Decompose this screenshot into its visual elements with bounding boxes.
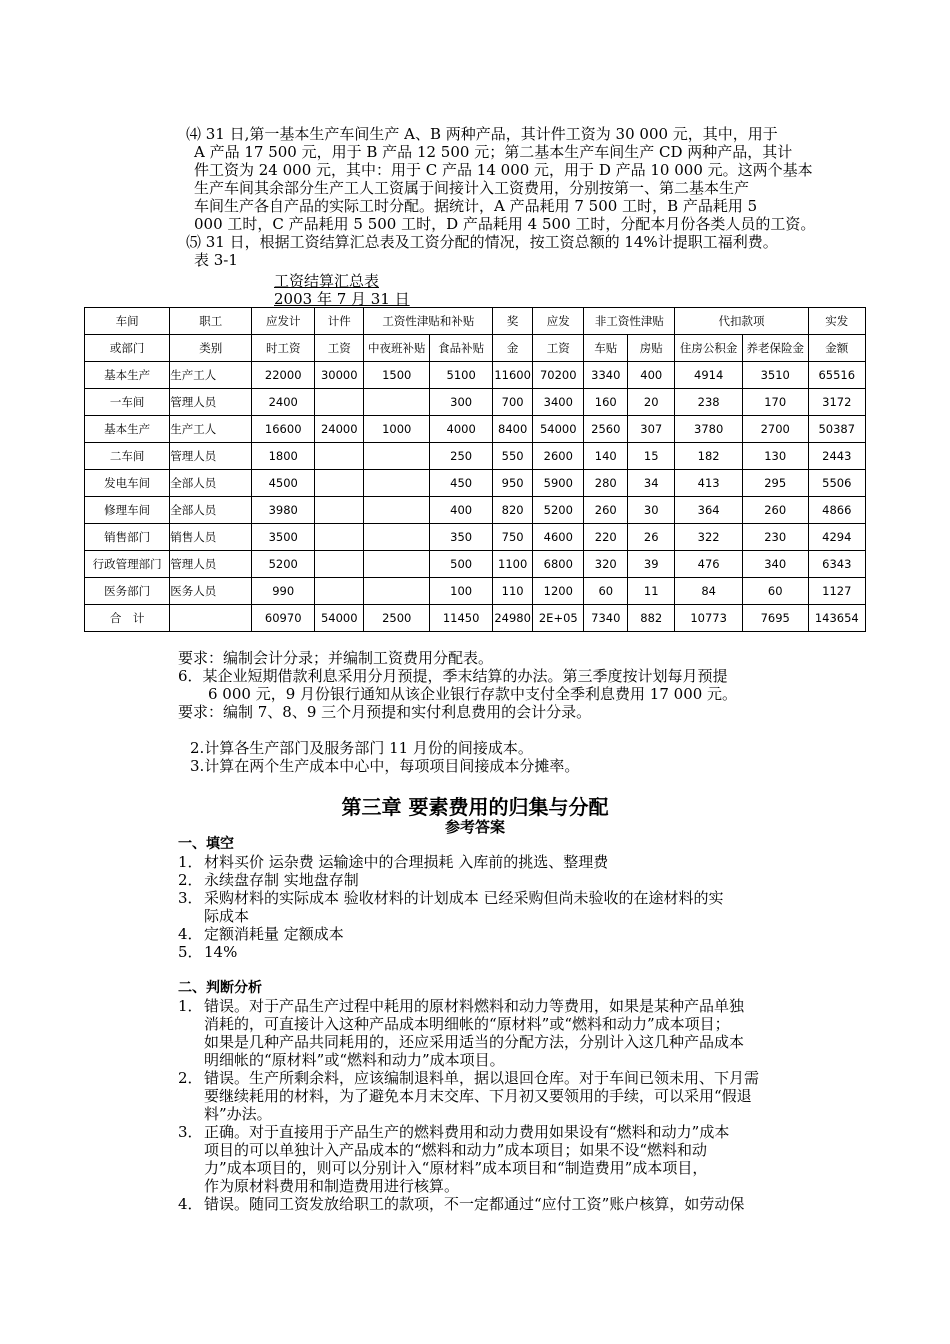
table-cell: 3510 — [742, 362, 808, 389]
table-cell: 238 — [675, 389, 743, 416]
answer-text: 力”成本项目的，则可以分别计入“原材料”成本项目和“制造费用”成本项目， — [204, 1159, 708, 1177]
table-cell — [315, 470, 364, 497]
requirement-1: 要求：编制会计分录；并编制工资费用分配表。 — [178, 649, 494, 667]
table-cell: 11600 — [493, 362, 533, 389]
table-cell — [364, 578, 430, 605]
answer-text: 材料买价 运杂费 运输途中的合理损耗 入库前的挑选、整理费 — [204, 853, 609, 871]
answer-number: 4． — [178, 1195, 203, 1213]
answer-text: 消耗的，可直接计入这种产品成本明细帐的“原材料”或“燃料和动力”成本项目； — [204, 1015, 730, 1033]
table-cell — [315, 551, 364, 578]
table-cell: 990 — [252, 578, 315, 605]
table-cell: 320 — [584, 551, 628, 578]
table-cell: 7695 — [742, 605, 808, 632]
answer-text: 正确。对于直接用于产品生产的燃料费用和动力费用如果设有“燃料和动力”成本 — [204, 1123, 730, 1141]
answer-text: 要继续耗用的材料，为了避免本月末交库、下月初又要领用的手续，可以采用“假退 — [204, 1087, 752, 1105]
table-cell: 基本生产 — [85, 362, 170, 389]
table-cell — [315, 497, 364, 524]
answer-text: 作为原材料费用和制造费用进行核算。 — [204, 1177, 460, 1195]
table-cell: 60 — [584, 578, 628, 605]
chapter-subtitle: 参考答案 — [444, 818, 505, 836]
fill-heading: 一、填空 — [178, 836, 234, 852]
table-body — [85, 362, 866, 632]
answer-text: 14% — [204, 943, 238, 961]
table-number: 表 3-1 — [194, 251, 238, 269]
table-cell: 1100 — [493, 551, 533, 578]
answer-text: 错误。生产所剩余料，应该编制退料单，据以退回仓库。对于车间已领未用、下月需 — [204, 1069, 760, 1087]
intro-line-5: 车间生产各自产品的实际工时分配。据统计，A 产品耗用 7 500 工时，B 产品耗用 5 — [194, 197, 758, 215]
answer-number: 5． — [178, 943, 203, 961]
table-cell: 260 — [742, 497, 808, 524]
table-cell: 260 — [584, 497, 628, 524]
table-cell: 3340 — [584, 362, 628, 389]
table-cell: 发电车间 — [85, 470, 170, 497]
table-cell: 1127 — [808, 578, 865, 605]
answer-line — [178, 1069, 759, 1087]
header-cell: 工资性津贴和补贴 — [364, 308, 493, 335]
salary-summary-table — [84, 307, 866, 632]
table-cell: 24000 — [315, 416, 364, 443]
table-cell: 364 — [675, 497, 743, 524]
table-cell — [315, 578, 364, 605]
table-cell: 16600 — [252, 416, 315, 443]
header-cell: 应发 — [533, 308, 584, 335]
answer-line — [178, 997, 759, 1015]
answers-block — [178, 835, 759, 1213]
question-6-line-1: 6．某企业短期借款利息采用分月预提，季末结算的办法。第三季度按计划每月预提 — [178, 667, 728, 685]
table-cell: 2443 — [808, 443, 865, 470]
table-cell: 3172 — [808, 389, 865, 416]
table-cell — [364, 470, 430, 497]
answer-line — [178, 1159, 759, 1177]
table-cell: 销售人员 — [170, 524, 252, 551]
table-cell: 110 — [493, 578, 533, 605]
table-cell: 全部人员 — [170, 497, 252, 524]
answer-text: 如果是几种产品共同耗用的，还应采用适当的分配方法，分别计入这几种产品成本 — [204, 1033, 745, 1051]
answer-line — [178, 889, 759, 907]
table-title — [274, 272, 410, 308]
table-cell: 基本生产 — [85, 416, 170, 443]
answer-text: 料”办法。 — [204, 1105, 272, 1123]
header-cell: 计件 — [315, 308, 364, 335]
intro-line-6: 000 工时，C 产品耗用 5 500 工时，D 产品耗用 4 500 工时，分配本月份各类人员的工资。 — [194, 215, 816, 233]
table-cell: 11450 — [430, 605, 493, 632]
table-row — [85, 524, 866, 551]
table-cell: 4000 — [430, 416, 493, 443]
table-cell: 1200 — [533, 578, 584, 605]
table-cell: 300 — [430, 389, 493, 416]
table-cell: 500 — [430, 551, 493, 578]
answer-number: 2． — [178, 1069, 203, 1087]
intro-line-7: ⑸ 31 日，根据工资结算汇总表及工资分配的情况，按工资总额的 14%计提职工福利费。 — [186, 233, 778, 251]
table-cell: 182 — [675, 443, 743, 470]
answer-number: 1． — [178, 997, 203, 1015]
answer-number: 3． — [178, 1123, 203, 1141]
answer-line — [178, 1177, 759, 1195]
table-cell: 54000 — [315, 605, 364, 632]
table-row — [85, 605, 866, 632]
table-cell: 2500 — [364, 605, 430, 632]
table-cell: 280 — [584, 470, 628, 497]
answer-line — [178, 1051, 759, 1069]
header-cell: 时工资 — [252, 335, 315, 362]
table-cell: 合 计 — [85, 605, 170, 632]
table-cell — [364, 524, 430, 551]
table-cell: 3780 — [675, 416, 743, 443]
table-cell: 950 — [493, 470, 533, 497]
answer-line — [178, 1105, 759, 1123]
table-cell: 30 — [628, 497, 675, 524]
item-2: 2.计算各生产部门及服务部门 11 月份的间接成本。 — [190, 739, 533, 757]
header-cell: 住房公积金 — [675, 335, 743, 362]
table-cell: 350 — [430, 524, 493, 551]
table-cell: 70200 — [533, 362, 584, 389]
table-cell: 管理人员 — [170, 389, 252, 416]
header-cell: 非工资性津贴 — [584, 308, 675, 335]
header-row-1 — [85, 308, 866, 335]
table-cell: 4866 — [808, 497, 865, 524]
table-cell: 476 — [675, 551, 743, 578]
table-cell — [315, 443, 364, 470]
table-cell: 400 — [430, 497, 493, 524]
table-cell — [364, 551, 430, 578]
table-cell: 250 — [430, 443, 493, 470]
header-cell: 车间 — [85, 308, 170, 335]
intro-block — [186, 125, 815, 269]
intro-line-3: 件工资为 24 000 元，其中：用于 C 产品 14 000 元，用于 D 产品 10 000 元。这两个基本 — [194, 161, 813, 179]
table-cell: 2560 — [584, 416, 628, 443]
answer-line — [178, 943, 759, 961]
table-cell: 130 — [742, 443, 808, 470]
intro-line-2: A 产品 17 500 元，用于 B 产品 12 500 元；第二基本生产车间生产 CD 两种产品，其计 — [194, 143, 793, 161]
table-cell: 550 — [493, 443, 533, 470]
table-cell: 3400 — [533, 389, 584, 416]
table-row — [85, 416, 866, 443]
answer-line — [178, 1015, 759, 1033]
table-cell: 143654 — [808, 605, 865, 632]
table-cell: 400 — [628, 362, 675, 389]
table-cell: 1500 — [364, 362, 430, 389]
table-cell: 4600 — [533, 524, 584, 551]
table-cell: 一车间 — [85, 389, 170, 416]
answer-text: 永续盘存制 实地盘存制 — [204, 871, 359, 889]
table-cell: 全部人员 — [170, 470, 252, 497]
header-cell: 金 — [493, 335, 533, 362]
table-cell: 5200 — [252, 551, 315, 578]
answer-number: 1． — [178, 853, 203, 871]
answer-text: 项目的可以单独计入产品成本的“燃料和动力”成本项目；如果不设“燃料和动 — [204, 1141, 708, 1159]
table-cell: 307 — [628, 416, 675, 443]
table-cell: 39 — [628, 551, 675, 578]
header-cell: 工资 — [315, 335, 364, 362]
judge-list — [178, 997, 759, 1213]
header-cell: 类别 — [170, 335, 252, 362]
table-cell: 295 — [742, 470, 808, 497]
table-title-text: 工资结算汇总表 — [274, 272, 380, 290]
table-cell: 6343 — [808, 551, 865, 578]
table-cell: 820 — [493, 497, 533, 524]
table-cell — [364, 443, 430, 470]
table-cell — [364, 389, 430, 416]
question-6-line-2: 6 000 元，9 月份银行通知从该企业银行存款中支付全季利息费用 17 000 元。 — [208, 685, 738, 703]
answer-line — [178, 1141, 759, 1159]
table-cell: 20 — [628, 389, 675, 416]
answer-text: 明细帐的“原材料”或“燃料和动力”成本项目。 — [204, 1051, 505, 1069]
table-cell: 882 — [628, 605, 675, 632]
table-cell: 二车间 — [85, 443, 170, 470]
table-cell: 84 — [675, 578, 743, 605]
table-cell: 行政管理部门 — [85, 551, 170, 578]
answer-text: 采购材料的实际成本 验收材料的计划成本 已经采购但尚未验收的在途材料的实 — [204, 889, 724, 907]
table-row — [85, 470, 866, 497]
table-cell: 5100 — [430, 362, 493, 389]
table-cell: 140 — [584, 443, 628, 470]
table-cell: 100 — [430, 578, 493, 605]
header-cell: 金额 — [808, 335, 865, 362]
answer-number: 2． — [178, 871, 203, 889]
table-cell: 修理车间 — [85, 497, 170, 524]
table-cell: 6800 — [533, 551, 584, 578]
table-cell: 1800 — [252, 443, 315, 470]
answer-text: 定额消耗量 定额成本 — [204, 925, 344, 943]
table-cell: 医务人员 — [170, 578, 252, 605]
table-cell: 3980 — [252, 497, 315, 524]
table-cell: 230 — [742, 524, 808, 551]
table-cell: 5200 — [533, 497, 584, 524]
table-cell: 26 — [628, 524, 675, 551]
answer-line — [178, 1087, 759, 1105]
intro-line-1: ⑷ 31 日,第一基本生产车间生产 A、B 两种产品，其计件工资为 30 000 元，其中，用于 — [186, 125, 778, 143]
table-cell: 管理人员 — [170, 443, 252, 470]
table-cell: 生产工人 — [170, 362, 252, 389]
after-table-block — [178, 649, 737, 775]
table-row — [85, 443, 866, 470]
answer-line — [178, 925, 759, 943]
table-cell: 11 — [628, 578, 675, 605]
answer-text: 际成本 — [204, 907, 250, 925]
header-cell: 车贴 — [584, 335, 628, 362]
table-cell: 5506 — [808, 470, 865, 497]
table-cell: 1000 — [364, 416, 430, 443]
answer-line — [178, 853, 759, 871]
table-cell: 413 — [675, 470, 743, 497]
table-cell: 2400 — [252, 389, 315, 416]
table-cell — [315, 389, 364, 416]
table-cell: 4914 — [675, 362, 743, 389]
table-row — [85, 362, 866, 389]
table-cell: 销售部门 — [85, 524, 170, 551]
table-cell: 60 — [742, 578, 808, 605]
table-row — [85, 389, 866, 416]
table-cell: 170 — [742, 389, 808, 416]
table-cell: 24980 — [493, 605, 533, 632]
header-cell: 工资 — [533, 335, 584, 362]
table-cell: 4294 — [808, 524, 865, 551]
answer-text: 错误。随同工资发放给职工的款项，不一定都通过“应付工资”账户核算，如劳动保 — [204, 1195, 745, 1213]
table-cell: 50387 — [808, 416, 865, 443]
table-cell — [315, 524, 364, 551]
chapter-title: 第三章 要素费用的归集与分配 — [341, 795, 609, 819]
item-3: 3.计算在两个生产成本中心中，每项项目间接成本分摊率。 — [190, 757, 580, 775]
answer-line — [178, 1195, 759, 1213]
table-cell: 700 — [493, 389, 533, 416]
judge-heading: 二、判断分析 — [178, 980, 262, 996]
table-cell: 220 — [584, 524, 628, 551]
table-cell: 医务部门 — [85, 578, 170, 605]
table-cell: 30000 — [315, 362, 364, 389]
header-cell: 职工 — [170, 308, 252, 335]
table-cell: 4500 — [252, 470, 315, 497]
table-cell: 2600 — [533, 443, 584, 470]
table-cell: 10773 — [675, 605, 743, 632]
table-cell: 34 — [628, 470, 675, 497]
table-cell — [364, 497, 430, 524]
answer-line — [178, 871, 759, 889]
answer-text: 错误。对于产品生产过程中耗用的原材料燃料和动力等费用，如果是某种产品单独 — [204, 997, 745, 1015]
answer-number: 4． — [178, 925, 203, 943]
header-cell: 奖 — [493, 308, 533, 335]
table-cell: 54000 — [533, 416, 584, 443]
header-cell: 养老保险金 — [742, 335, 808, 362]
requirement-2: 要求：编制 7、8、9 三个月预提和实付利息费用的会计分录。 — [178, 703, 592, 721]
table-cell: 750 — [493, 524, 533, 551]
table-cell: 管理人员 — [170, 551, 252, 578]
table-cell: 3500 — [252, 524, 315, 551]
header-cell: 房贴 — [628, 335, 675, 362]
table-cell: 2700 — [742, 416, 808, 443]
table-cell — [170, 605, 252, 632]
table-cell: 生产工人 — [170, 416, 252, 443]
table-cell: 5900 — [533, 470, 584, 497]
table-cell: 22000 — [252, 362, 315, 389]
answer-line — [178, 1033, 759, 1051]
table-cell: 450 — [430, 470, 493, 497]
header-cell: 实发 — [808, 308, 865, 335]
table-cell: 7340 — [584, 605, 628, 632]
table-cell: 160 — [584, 389, 628, 416]
header-cell: 中夜班补贴 — [364, 335, 430, 362]
answer-number: 3． — [178, 889, 203, 907]
table-cell: 65516 — [808, 362, 865, 389]
answer-line — [178, 1123, 759, 1141]
table-cell: 15 — [628, 443, 675, 470]
table-cell: 322 — [675, 524, 743, 551]
header-cell: 应发计 — [252, 308, 315, 335]
header-cell: 食品补贴 — [430, 335, 493, 362]
header-cell: 或部门 — [85, 335, 170, 362]
header-row-2 — [85, 335, 866, 362]
table-cell: 8400 — [493, 416, 533, 443]
intro-line-4: 生产车间其余部分生产工人工资属于间接计入工资费用，分别按第一、第二基本生产 — [194, 179, 750, 197]
table-cell: 2E+05 — [533, 605, 584, 632]
header-cell: 代扣款项 — [675, 308, 808, 335]
table-cell: 340 — [742, 551, 808, 578]
table-cell: 60970 — [252, 605, 315, 632]
table-row — [85, 497, 866, 524]
answer-line — [178, 907, 759, 925]
table-row — [85, 551, 866, 578]
table-row — [85, 578, 866, 605]
table-date: 2003 年 7 月 31 日 — [274, 290, 410, 308]
fill-list — [178, 853, 759, 961]
